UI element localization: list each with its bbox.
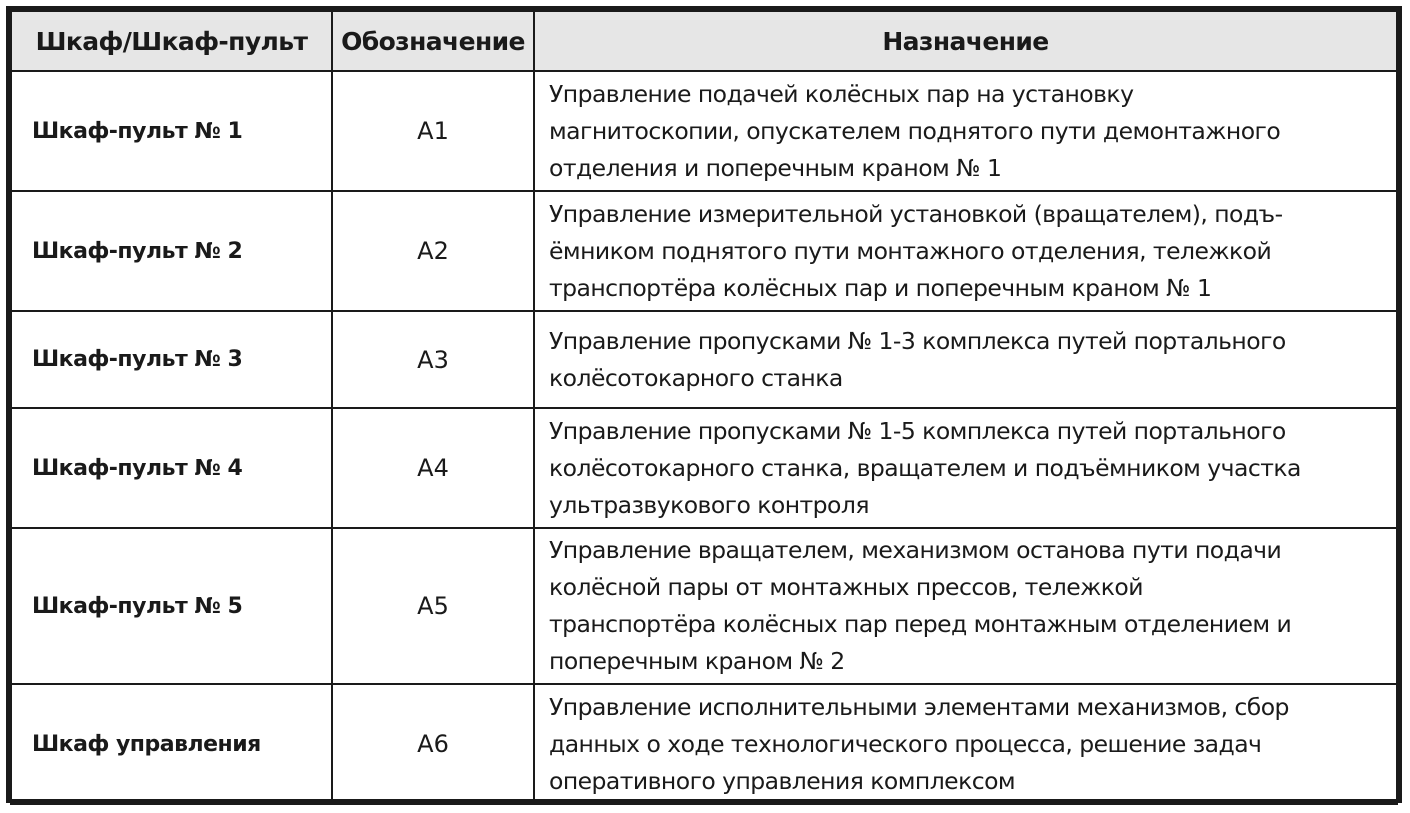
header-purpose: Назначение <box>534 11 1397 71</box>
purpose-line: ёмником поднятого пути монтажного отделения, тележкой <box>549 236 1272 265</box>
table-row <box>11 191 1397 311</box>
table-row <box>11 311 1397 408</box>
designation-cell: А4 <box>332 408 534 528</box>
table-row <box>11 408 1397 528</box>
purpose-cell <box>534 408 1397 528</box>
table-row <box>11 528 1397 684</box>
cabinet-cell: Шкаф-пульт № 5 <box>11 528 332 684</box>
designation-cell: А6 <box>332 684 534 804</box>
designation-cell: А2 <box>332 191 534 311</box>
cabinet-cell: Шкаф-пульт № 2 <box>11 191 332 311</box>
cabinet-table <box>10 10 1398 805</box>
purpose-line: Управление подачей колёсных пар на установку <box>549 79 1134 108</box>
cabinet-cell: Шкаф-пульт № 3 <box>11 311 332 408</box>
purpose-line: колёсной пары от монтажных прессов, тележкой <box>549 573 1143 601</box>
header-row <box>11 11 1397 71</box>
cabinet-cell: Шкаф-пульт № 4 <box>11 408 332 528</box>
header-designation: Обозначение <box>332 11 534 71</box>
purpose-line: данных о ходе технологического процесса, решение задач <box>549 729 1262 758</box>
purpose-cell <box>534 684 1397 804</box>
purpose-line: Управление пропусками № 1-5 комплекса путей портального <box>549 416 1286 445</box>
purpose-line: поперечным краном № 2 <box>549 647 845 675</box>
table-body <box>11 71 1397 804</box>
designation-cell: А3 <box>332 311 534 408</box>
purpose-line: Управление вращателем, механизмом останова пути подачи <box>549 536 1282 564</box>
cabinet-cell: Шкаф управления <box>11 684 332 804</box>
purpose-line: ультразвукового контроля <box>549 490 869 519</box>
purpose-cell <box>534 528 1397 684</box>
purpose-line: отделения и поперечным краном № 1 <box>549 153 1002 182</box>
cabinet-table-frame <box>6 6 1402 803</box>
designation-cell: А5 <box>332 528 534 684</box>
purpose-line: Управление исполнительными элементами механизмов, сбор <box>549 692 1289 721</box>
purpose-line: Управление пропусками № 1-3 комплекса путей портального <box>549 326 1286 355</box>
purpose-line: транспортёра колёсных пар перед монтажным отделением и <box>549 610 1292 638</box>
purpose-cell <box>534 191 1397 311</box>
purpose-line: оперативного управления комплексом <box>549 766 1016 795</box>
purpose-line: Управление измерительной установкой (вращателем), подъ- <box>549 199 1283 228</box>
purpose-line: колёсотокарного станка <box>549 363 843 392</box>
purpose-line: магнитоскопии, опускателем поднятого пути демонтажного <box>549 116 1281 145</box>
table-row <box>11 71 1397 191</box>
table-row <box>11 684 1397 804</box>
purpose-cell <box>534 311 1397 408</box>
header-cabinet: Шкаф/Шкаф-пульт <box>11 11 332 71</box>
designation-cell: А1 <box>332 71 534 191</box>
purpose-cell <box>534 71 1397 191</box>
purpose-line: транспортёра колёсных пар и поперечным краном № 1 <box>549 273 1212 302</box>
cabinet-cell: Шкаф-пульт № 1 <box>11 71 332 191</box>
purpose-line: колёсотокарного станка, вращателем и подъёмником участка <box>549 453 1301 482</box>
table-header <box>11 11 1397 71</box>
